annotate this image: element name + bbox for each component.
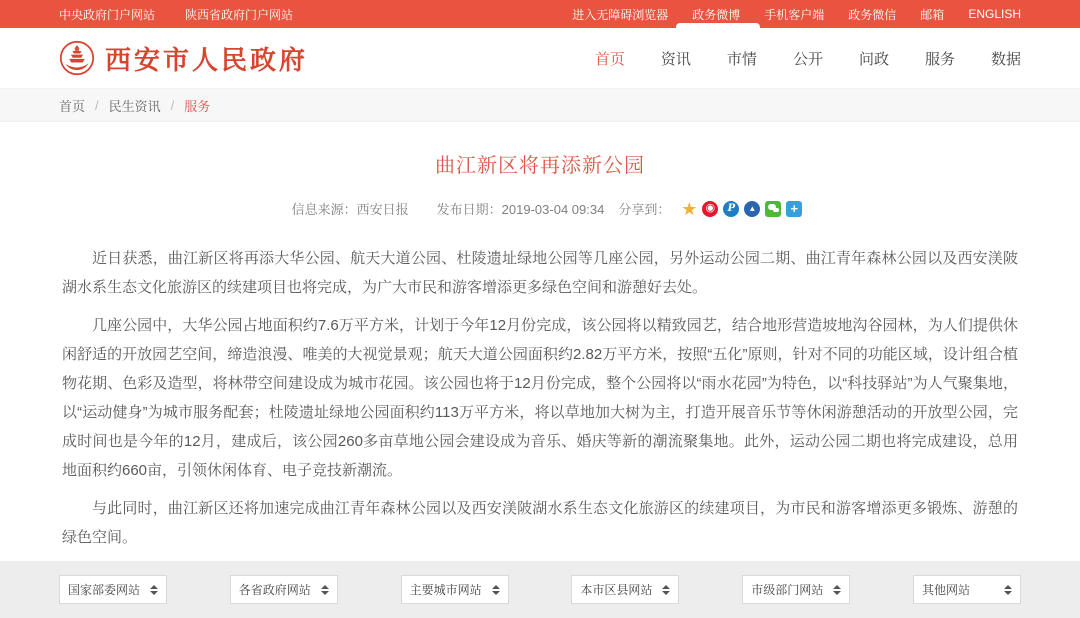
qzone-star-icon[interactable]: ★ bbox=[681, 198, 698, 219]
select-label: 本市区县网站 bbox=[580, 583, 653, 597]
link-english[interactable]: ENGLISH bbox=[968, 7, 1021, 21]
share-to-label: 分享到： bbox=[618, 202, 671, 217]
site-title: 西安市人民政府 bbox=[105, 45, 309, 76]
updown-arrows-icon bbox=[662, 585, 670, 595]
select-district-county-sites[interactable] bbox=[571, 575, 679, 604]
tencent-pengyou-icon[interactable]: P bbox=[723, 201, 739, 217]
select-label: 其他网站 bbox=[921, 583, 970, 597]
link-gov-weibo[interactable]: 政务微博 bbox=[692, 7, 741, 22]
share-more-icon[interactable]: + bbox=[786, 201, 802, 217]
link-shaanxi-gov-portal[interactable]: 陕西省政府门户网站 bbox=[185, 7, 294, 22]
main-nav bbox=[559, 48, 1021, 69]
topbar-right-links bbox=[548, 6, 1021, 23]
select-label: 主要城市网站 bbox=[409, 583, 482, 597]
link-accessible-browser[interactable]: 进入无障碍浏览器 bbox=[572, 7, 669, 22]
wechat-icon[interactable] bbox=[765, 201, 781, 217]
select-national-ministries-sites[interactable] bbox=[59, 575, 167, 604]
nav-data[interactable]: 数据 bbox=[990, 50, 1021, 68]
article-publish-date: 发布日期：2019-03-04 09:34 bbox=[436, 202, 605, 217]
site-logo[interactable] bbox=[59, 40, 308, 77]
select-label: 市级部门网站 bbox=[751, 583, 824, 597]
breadcrumb-separator: / bbox=[95, 97, 99, 113]
breadcrumb-bar bbox=[0, 88, 1080, 122]
article-paragraph-2: 几座公园中，大华公园占地面积约7.6万平方米，计划于今年12月份完成，该公园将以精致园艺，结合地形营造坡地沟谷园林，为人们提供休闲舒适的开放园艺空间，缔造浪漫、唯美的大视觉景观；航天大道公园面积约2.82万平方米，按照“五化”原则，针对不同的功能区域，设计组合植物花期、色彩及造型，将林带空间建设成为城市花园。该公园也将于12月份完成，整个公园将以“雨水花园”为特色，以“科技驿站”为人气聚集地，以“运动健身”为城市服务配套；杜陵遗址绿地公园面积约113万平方米，将以草地加大树为主，打造开展音乐节等休闲游憩活动的开放型公园，完成时间也是今年的12月，建成后，该公园260多亩草地公园会建设成为音乐、婚庆等新的潮流聚集地。此外，运动公园二期也将完成建设，总用地面积约660亩，引领休闲体育、电子竞技新潮流。 bbox=[62, 317, 1018, 479]
select-other-sites[interactable] bbox=[913, 575, 1021, 604]
select-label: 各省政府网站 bbox=[238, 583, 311, 597]
link-mailbox[interactable]: 邮箱 bbox=[920, 7, 945, 22]
updown-arrows-icon bbox=[1004, 585, 1012, 595]
article-page bbox=[0, 122, 1080, 561]
article-body bbox=[62, 244, 1018, 552]
article-source: 信息来源：西安日报 bbox=[291, 202, 409, 217]
select-provincial-gov-sites[interactable] bbox=[230, 575, 338, 604]
select-label: 国家部委网站 bbox=[68, 583, 141, 597]
article-paragraph-1: 近日获悉，曲江新区将再添大华公园、航天大道公园、杜陵遗址绿地公园等几座公园，另外运动公园二期、曲江青年森林公园以及西安渼陂湖水系生态文化旅游区的续建项目也将完成，为广大市民和游客增添更多绿色空间和游憩好去处。 bbox=[62, 250, 1018, 296]
breadcrumb-services-current[interactable]: 服务 bbox=[184, 98, 211, 114]
nav-services[interactable]: 服务 bbox=[924, 50, 955, 68]
updown-arrows-icon bbox=[492, 585, 500, 595]
select-major-city-sites[interactable] bbox=[401, 575, 509, 604]
nav-news[interactable]: 资讯 bbox=[660, 50, 691, 68]
link-mobile-client[interactable]: 手机客户端 bbox=[764, 7, 825, 22]
breadcrumb-home[interactable]: 首页 bbox=[59, 98, 86, 114]
article-title: 曲江新区将再添新公园 bbox=[435, 155, 645, 177]
sina-weibo-icon[interactable]: ◉ bbox=[702, 201, 718, 217]
updown-arrows-icon bbox=[321, 585, 329, 595]
site-header bbox=[0, 28, 1080, 88]
breadcrumb-separator: / bbox=[170, 97, 175, 113]
link-gov-wechat[interactable]: 政务微信 bbox=[848, 7, 897, 22]
share-toolbar bbox=[618, 199, 802, 218]
topbar-active-notch bbox=[676, 23, 760, 28]
breadcrumb-livelihood-news[interactable]: 民生资讯 bbox=[108, 98, 161, 114]
link-central-gov-portal[interactable]: 中央政府门户网站 bbox=[59, 7, 156, 22]
footer-link-bar bbox=[0, 561, 1080, 618]
updown-arrows-icon bbox=[833, 585, 841, 595]
top-utility-bar bbox=[0, 0, 1080, 28]
baidu-tieba-icon[interactable]: ▲ bbox=[744, 201, 760, 217]
topbar-left-links bbox=[59, 6, 323, 23]
select-municipal-dept-sites[interactable] bbox=[742, 575, 850, 604]
breadcrumb bbox=[59, 96, 1021, 115]
article-paragraph-3: 与此同时，曲江新区还将加速完成曲江青年森林公园以及西安渼陂湖水系生态文化旅游区的续建项目，为市民和游客增添更多锻炼、游憩的绿色空间。 bbox=[62, 500, 1018, 546]
nav-ask-gov[interactable]: 问政 bbox=[858, 50, 889, 68]
nav-public[interactable]: 公开 bbox=[792, 50, 823, 68]
nav-home[interactable]: 首页 bbox=[594, 50, 625, 68]
article-meta bbox=[62, 199, 1018, 218]
pagoda-logo-icon bbox=[59, 40, 95, 76]
updown-arrows-icon bbox=[150, 585, 158, 595]
nav-city-info[interactable]: 市情 bbox=[726, 50, 757, 68]
